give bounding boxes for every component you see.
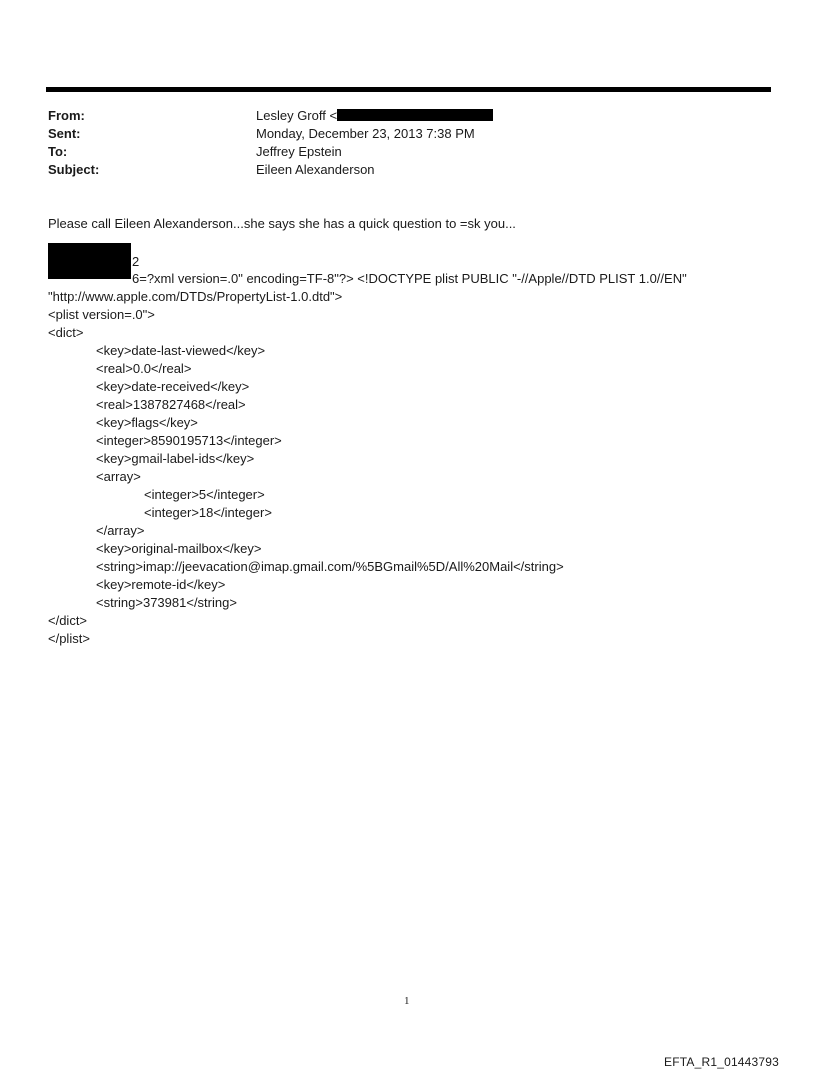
plist-line: <integer>5</integer> [144, 487, 265, 502]
subject-label: Subject: [48, 162, 100, 177]
plist-line: <key>date-last-viewed</key> [96, 343, 266, 358]
from-label: From: [48, 108, 85, 123]
to-value: Jeffrey Epstein [256, 144, 342, 159]
header-rule [46, 87, 771, 92]
redacted-tail: 2 [132, 254, 140, 269]
plist-line: <key>gmail-label-ids</key> [96, 451, 255, 466]
plist-line: <key>date-received</key> [96, 379, 250, 394]
bates-number: EFTA_R1_01443793 [664, 1055, 780, 1069]
from-name: Lesley Groff < [256, 108, 338, 123]
plist-line: <real>1387827468</real> [96, 397, 246, 412]
sent-value: Monday, December 23, 2013 7:38 PM [256, 126, 475, 141]
plist-line: <string>imap://jeevacation@imap.gmail.com/%5BGmail%5D/All%20Mail</string> [96, 559, 564, 574]
plist-line: <integer>8590195713</integer> [96, 433, 282, 448]
plist-line: <key>remote-id</key> [96, 577, 226, 592]
plist-line: </dict> [48, 613, 88, 628]
plist-line: <integer>18</integer> [144, 505, 272, 520]
message-text: Please call Eileen Alexanderson...she says she has a quick question to =sk you... [48, 216, 516, 231]
from-value [256, 107, 493, 125]
plist-line: <dict> [48, 325, 84, 340]
to-label: To: [48, 144, 68, 159]
plist-line: "http://www.apple.com/DTDs/PropertyList-1.0.dtd"> [48, 289, 343, 304]
plist-line: <key>flags</key> [96, 415, 198, 430]
plist-line: <array> [96, 469, 141, 484]
plist-line: </plist> [48, 631, 90, 646]
plist-line: <plist version=.0"> [48, 307, 155, 322]
plist-line: <key>original-mailbox</key> [96, 541, 262, 556]
redaction-box [337, 109, 493, 121]
plist-line: 6=?xml version=.0" encoding=TF-8"?> <!DOCTYPE plist PUBLIC "-//Apple//DTD PLIST 1.0//EN" [132, 271, 687, 286]
redaction-block [48, 243, 131, 279]
sent-label: Sent: [48, 126, 81, 141]
page-number: 1 [404, 995, 410, 1007]
plist-line: <real>0.0</real> [96, 361, 192, 376]
subject-value: Eileen Alexanderson [256, 162, 375, 177]
plist-line: </array> [96, 523, 145, 538]
plist-line: <string>373981</string> [96, 595, 237, 610]
